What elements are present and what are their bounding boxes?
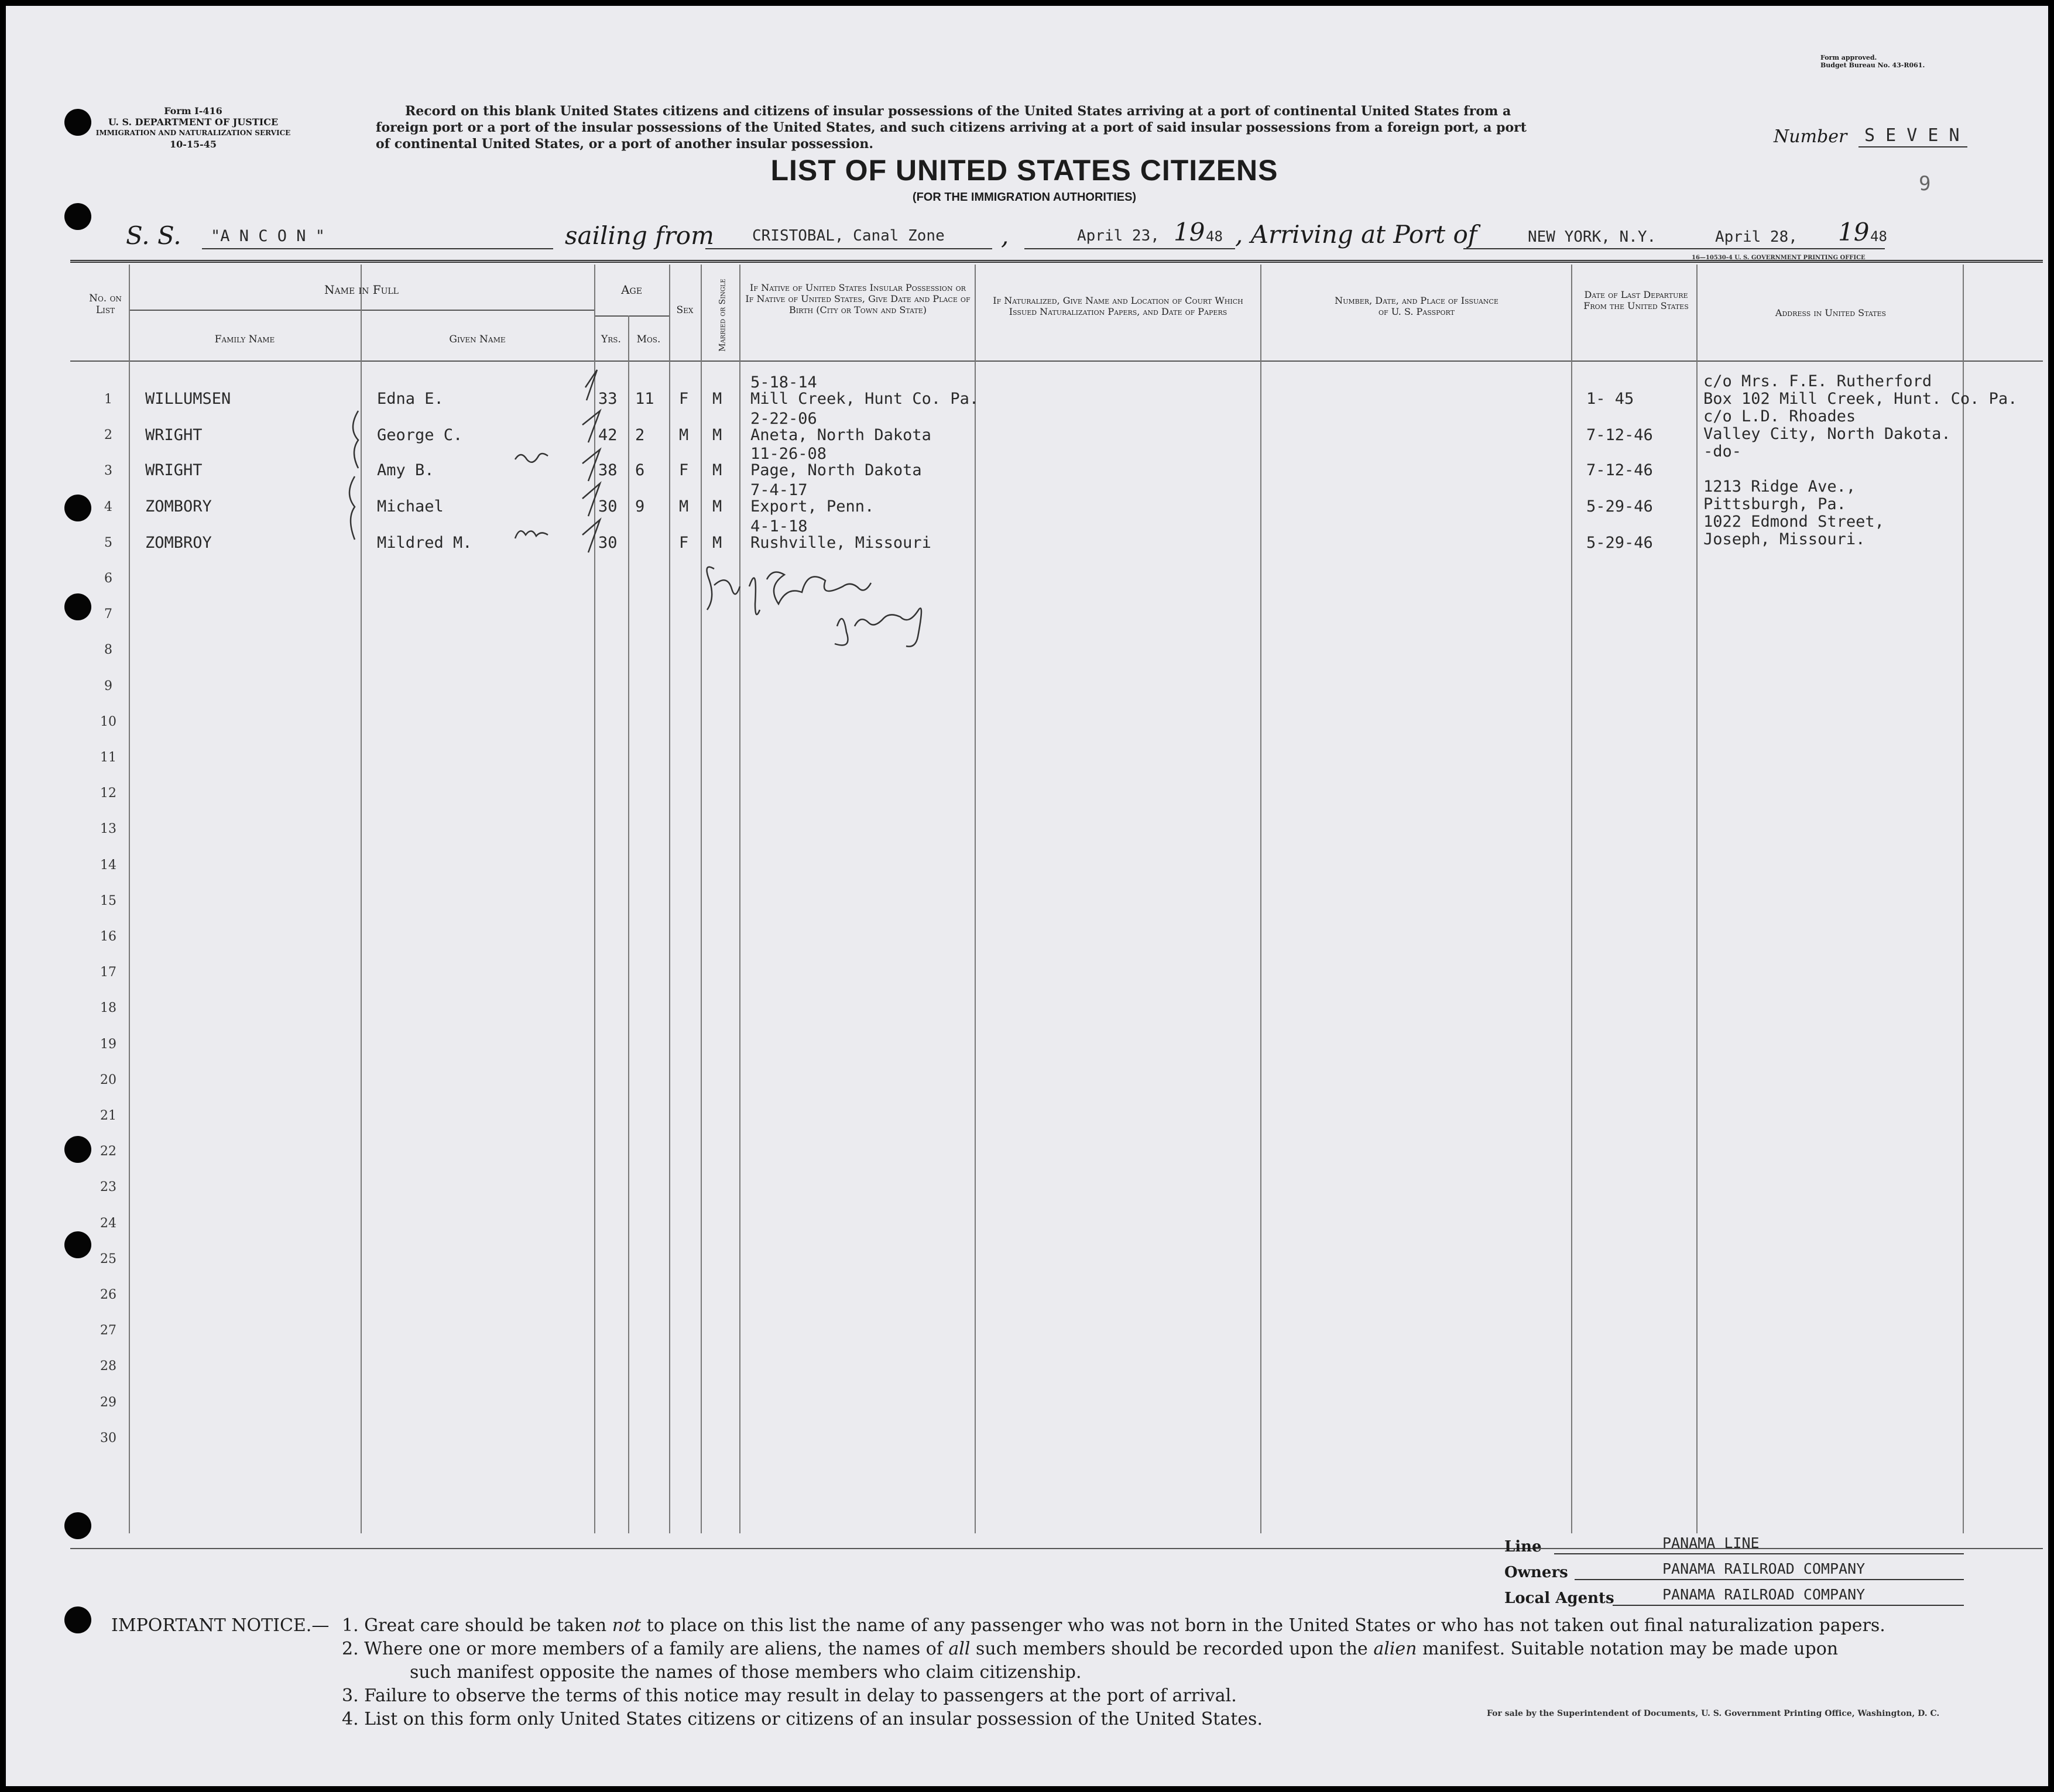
sex-cell: M [679, 426, 689, 444]
sex-cell: F [679, 461, 689, 479]
marital-status-cell: M [712, 426, 722, 444]
marital-status-cell: M [712, 461, 722, 479]
notice-heading: IMPORTANT NOTICE.— [111, 1615, 330, 1636]
birth-date-cell: 5-18-14 [750, 373, 817, 392]
page-title: LIST OF UNITED STATES CITIZENS [770, 154, 1278, 187]
marital-status-cell: M [712, 534, 722, 552]
birth-date-cell: 2-22-06 [750, 410, 817, 428]
header-yrs: Yrs. [601, 334, 621, 345]
age-years-cell: 42 [598, 426, 618, 444]
given-name-cell: Mildred M. [377, 534, 472, 552]
notice-item-2: 2. Where one or more members of a family are aliens, the names of all such members should be recorded upon the alien manifest. Suitable notation may be made upon [342, 1639, 1839, 1659]
marital-status-cell: M [712, 497, 722, 516]
row-number: 18 [100, 1001, 116, 1016]
row-number: 6 [104, 571, 112, 586]
owners-label: Owners [1504, 1564, 1568, 1581]
birth-place-cell: Aneta, North Dakota [750, 426, 931, 444]
notice-item-1: 1. Great care should be taken not to place on this list the name of any passenger who was not born in the United States or who has not taken out final naturalization papers. [342, 1615, 1885, 1636]
arrival-port: NEW YORK, N.Y. [1528, 228, 1657, 246]
family-name-cell: WILLUMSEN [145, 390, 231, 408]
birth-place-cell: Page, North Dakota [750, 461, 922, 479]
row-number: 1 [104, 392, 112, 407]
given-name-cell: George C. [377, 426, 463, 444]
arrival-date: April 28, [1715, 228, 1798, 246]
row-number: 24 [100, 1216, 116, 1231]
sail-date: April 23, [1077, 227, 1160, 245]
age-months-cell: 11 [635, 390, 654, 408]
row-number: 30 [100, 1430, 116, 1446]
form-approved: Form approved. Budget Bureau No. 43-R061. [1820, 54, 1925, 69]
row-number: 26 [100, 1288, 116, 1302]
departure-date-cell: 7-12-46 [1586, 426, 1653, 444]
age-years-cell: 33 [598, 390, 618, 408]
header-passport: Number, Date, and Place of Issuance of U. S. Passport [1335, 295, 1499, 317]
marital-status-cell: M [712, 390, 722, 408]
header-mos: Mos. [636, 334, 661, 345]
departure-date-cell: 1- 45 [1586, 390, 1634, 408]
age-months-cell: 2 [635, 426, 645, 444]
row-number: 10 [100, 714, 116, 729]
row-number: 28 [100, 1359, 116, 1374]
row-number: 4 [104, 499, 112, 514]
age-years-cell: 30 [598, 497, 618, 516]
row-number: 13 [100, 822, 116, 837]
notice-item-2-cont: such manifest opposite the names of those members who claim citizenship. [410, 1662, 1082, 1683]
page-mark: 9 [1919, 172, 1931, 195]
instructions: Record on this blank United States citizens and citizens of insular possessions of the United States arriving at a port of continental United States from a foreign port or a port of the insular possessions of the United States, and such citizens arriving at a port of said insular possessions from a foreign port, a port of continental United States, or a port of another insular possession. [376, 104, 1527, 152]
header-married-single: Married or Single [718, 279, 728, 352]
form-id-block: Form I-416 U. S. DEPARTMENT OF JUSTICE IMMIGRATION AND NATURALIZATION SERVICE 10-15-45 [95, 105, 291, 150]
address-cell: c/o Mrs. F.E. Rutherford [1703, 372, 1932, 390]
ship-name: "A N C O N " [211, 227, 325, 245]
header-sex: Sex [676, 304, 694, 316]
sex-cell: F [679, 390, 689, 408]
birth-date-cell: 11-26-08 [750, 445, 827, 463]
arriving-label: , Arriving at Port of [1235, 220, 1477, 249]
sex-cell: M [679, 497, 689, 516]
row-number: 11 [100, 750, 116, 765]
row-number: 7 [104, 607, 112, 622]
header-address: Address in United States [1775, 307, 1887, 318]
birth-place-cell: Mill Creek, Hunt Co. Pa. [750, 390, 979, 408]
notice-item-4: 4. List on this form only United States citizens or citizens of an insular possession of the United States. [342, 1709, 1263, 1729]
address-cell: Valley City, North Dakota. [1703, 425, 1951, 443]
manifest-sheet: Form approved. Budget Bureau No. 43-R061. Form I-416 U. S. DEPARTMENT OF JUSTICE IMMIGRATION AND NATURALIZATION SERVICE 10-15-45 Record on this blank United States citizens and citizens of insular possessions of the United States arriving at a port of continental United States from a foreign port or a port of the insular possessions of the United States, and such citizens arriving at a port of said insular possessions from a foreign port, a port of continental United States, or a port of another insular possession. Number S E V E N 9 LIST OF UNITED STATES CITIZENS (FOR THE IMMIGRATION AUTHORITIES) S. S. "A N C O N " sailing from CRISTOBAL, Canal Zone , April 23, 19 48 , Arriving at Port of NEW YORK, N.Y. April 28, 19 48 16—10530-4 U. S. GOVERNMENT PRINTING OFFICE No. on List Name in Full Family Name Given Name Age Yrs. Mos. Sex Married or Single If Native of United States Insular Possession or If Native of United States, Give Date and Place of Birth (City or Town and State) If Naturalized, Give Name and Location of Court Which Issued Naturalization Papers, and Date of Papers Number, Date, and Place of Issuance of U. S. Passport Date of Last Departure From the United States Address in United States 1 2 3 4 5 6 7 8 9 10 11 12 13 14 15 16 17 18 19 20 21 22 23 24 25 26 27 28 29 30 WILLUMSEN Edna E. 33 11 F M Mill Creek, Hunt Co. Pa. 1- 45 c/o Mrs. F.E. Rutherford 5-18-14 WRIGHT George C. 42 2 M M Aneta, North Dakota 7-12-46 Box 102 Mill Creek, Hunt. Co. Pa. 2-22-06 WRIGHT Amy B. 38 6 F M Page, North Dakota 7-12-46 c/o L.D. Rhoades 11-26-08 ZOMBORY Michael 30 9 M M Export, Penn. 5-29-46 Valley City, North Dakota. 7-4-17 ZOMBROY Mildred M. 30 F M Rushville, Missouri 5-29-46 -do- 4-1-18 1213 Ridge Ave., Pittsburgh, Pa. 1022 Edmond Street, Joseph, Missouri. Line PANAMA LINE Owners PANAMA RAILROAD COMPANY Local Agents PANAMA RAILROAD COMPANY IMPORTANT NOTICE.— 1. Great care should be taken not to place on this list the name of any passenger who was not born in the United States or who has not taken out final naturalization papers. 2. Where one or more members of a family are aliens, the names of all such members should be recorded upon the alien manifest. Suitable notation may be made upon such manifest opposite the names of those members who claim citizenship. 3. Failure to observe the terms of this notice may result in delay to passengers at the port of arrival. 4. List on this form only United States citizens or citizens of an insular possession of the United States. For sale by the Superintendent of Documents, U. S. Government Printing Office, Washington, D. C. [6, 6, 2048, 1786]
row-number: 20 [100, 1072, 116, 1087]
number-value: S E V E N [1864, 125, 1960, 146]
header-departure: Date of Last Departure From the United States [1583, 289, 1689, 311]
departure-date-cell: 5-29-46 [1586, 534, 1653, 552]
notice-item-3: 3. Failure to observe the terms of this notice may result in delay to passengers at the port of arrival. [342, 1685, 1237, 1706]
page-subtitle: (FOR THE IMMIGRATION AUTHORITIES) [912, 191, 1137, 204]
departure-date-cell: 7-12-46 [1586, 461, 1653, 479]
sale-note: For sale by the Superintendent of Documents, U. S. Government Printing Office, Washington, D. C. [1487, 1709, 1940, 1718]
row-number: 17 [100, 965, 116, 980]
sex-cell: F [679, 534, 689, 552]
row-number: 22 [100, 1144, 116, 1159]
row-number: 8 [104, 643, 112, 658]
from-port: CRISTOBAL, Canal Zone [752, 227, 945, 245]
address-cell: Joseph, Missouri. [1703, 530, 1866, 548]
row-number: 12 [100, 786, 116, 801]
given-name-cell: Amy B. [377, 461, 434, 479]
row-number: 16 [100, 929, 116, 944]
row-number: 2 [104, 428, 112, 443]
family-name-cell: ZOMBROY [145, 534, 212, 552]
age-years-cell: 30 [598, 534, 618, 552]
age-years-cell: 38 [598, 461, 618, 479]
age-months-cell: 6 [635, 461, 645, 479]
family-name-cell: WRIGHT [145, 426, 203, 444]
handwritten-marks [6, 6, 2048, 1786]
row-number: 27 [100, 1323, 116, 1338]
row-number: 19 [100, 1036, 116, 1052]
row-number: 23 [100, 1180, 116, 1195]
address-cell: Box 102 Mill Creek, Hunt. Co. Pa. [1703, 390, 2018, 408]
header-naturalized: If Naturalized, Give Name and Location of Court Which Issued Naturalization Papers, and Date of Papers [993, 295, 1243, 317]
birth-date-cell: 7-4-17 [750, 481, 808, 499]
given-name-cell: Edna E. [377, 390, 444, 408]
birth-date-cell: 4-1-18 [750, 517, 808, 535]
departure-date-cell: 5-29-46 [1586, 497, 1653, 516]
number-label: Number [1774, 126, 1847, 147]
family-name-cell: WRIGHT [145, 461, 203, 479]
agents-value: PANAMA RAILROAD COMPANY [1662, 1586, 1866, 1603]
agents-label: Local Agents [1504, 1590, 1614, 1607]
row-number: 15 [100, 893, 116, 908]
address-cell: Pittsburgh, Pa. [1703, 495, 1846, 513]
line-label: Line [1504, 1538, 1542, 1556]
given-name-cell: Michael [377, 497, 444, 516]
birth-place-cell: Rushville, Missouri [750, 534, 931, 552]
row-number: 29 [100, 1395, 116, 1410]
sailing-from-label: sailing from [565, 221, 714, 250]
row-number: 3 [104, 464, 112, 479]
header-age: Age [621, 283, 642, 297]
row-number: 5 [104, 535, 112, 550]
header-native: If Native of United States Insular Possession or If Native of United States, Give Date and Place of Birth (City or Town and State) [745, 282, 971, 315]
header-no-on-list: No. on List [89, 293, 122, 316]
header-name-in-full: Name in Full [324, 283, 399, 297]
address-cell: -do- [1703, 442, 1742, 461]
address-cell: c/o L.D. Rhoades [1703, 407, 1856, 425]
row-number: 14 [100, 857, 116, 873]
header-given-name: Given Name [449, 334, 506, 345]
birth-place-cell: Export, Penn. [750, 497, 875, 516]
row-number: 25 [100, 1251, 116, 1266]
row-number: 9 [104, 678, 112, 694]
line-value: PANAMA LINE [1662, 1534, 1760, 1551]
age-months-cell: 9 [635, 497, 645, 516]
owners-value: PANAMA RAILROAD COMPANY [1662, 1560, 1866, 1577]
address-cell: 1022 Edmond Street, [1703, 513, 1884, 531]
family-name-cell: ZOMBORY [145, 497, 212, 516]
print-code: 16—10530-4 U. S. GOVERNMENT PRINTING OFFICE [1692, 255, 1866, 261]
address-cell: 1213 Ridge Ave., [1703, 478, 1856, 496]
header-family-name: Family Name [214, 334, 275, 345]
ss-label: S. S. [126, 221, 181, 250]
row-number: 21 [100, 1108, 116, 1123]
